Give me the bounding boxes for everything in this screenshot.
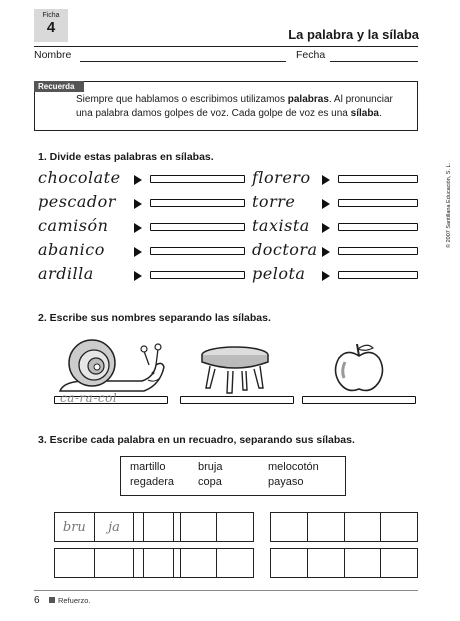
word-bank-item: bruja	[198, 461, 223, 473]
syllable-answer-box[interactable]	[150, 175, 245, 183]
fecha-field[interactable]	[330, 61, 418, 62]
answer-box-apple[interactable]	[302, 396, 416, 404]
arrow-right-icon	[322, 247, 330, 257]
recuerda-tab: Recuerda	[34, 81, 84, 92]
stool-image	[198, 344, 272, 396]
arrow-right-icon	[134, 199, 142, 209]
cursive-word-left: pescador	[38, 192, 116, 211]
cursive-word-left: abanico	[38, 240, 105, 259]
ficha-label: Ficha	[42, 12, 60, 19]
cursive-word-right: torre	[252, 192, 296, 211]
syllable-answer-box[interactable]	[338, 271, 418, 279]
syllable-grid[interactable]	[143, 512, 254, 542]
arrow-right-icon	[134, 175, 142, 185]
copyright-text: © 2007 Santillana Educación, S. L.	[446, 162, 452, 248]
syllable-answer-box[interactable]	[150, 271, 245, 279]
syllable-grid[interactable]	[270, 512, 418, 542]
nombre-label: Nombre	[34, 49, 72, 61]
arrow-right-icon	[322, 199, 330, 209]
syllable-answer-box[interactable]	[338, 199, 418, 207]
footer-rule	[34, 590, 418, 591]
arrow-right-icon	[322, 271, 330, 281]
arrow-right-icon	[322, 223, 330, 233]
recuerda-text: Siempre que hablamos o escribimos utilizamos palabras. Al pronunciar una palabra damos golpes de voz. Cada golpe de voz es una sílaba.	[76, 94, 393, 119]
exercise1-title: 1. Divide estas palabras en sílabas.	[38, 151, 214, 163]
arrow-right-icon	[134, 247, 142, 257]
exercise2-title: 2. Escribe sus nombres separando las sílabas.	[38, 312, 271, 324]
syllable-answer-box[interactable]	[338, 247, 418, 255]
cursive-word-right: doctora	[252, 240, 318, 259]
word-bank-item: martillo	[130, 461, 166, 473]
arrow-right-icon	[322, 175, 330, 185]
fecha-label: Fecha	[296, 49, 326, 61]
cursive-word-right: taxista	[252, 216, 310, 235]
syllable-grid[interactable]	[270, 548, 418, 578]
word-bank-item: regadera	[130, 476, 175, 488]
syllable-answer-box[interactable]	[338, 175, 418, 183]
syllable-answer-box[interactable]	[150, 223, 245, 231]
page-title: La palabra y la sílaba	[288, 27, 419, 42]
syllable-answer-box[interactable]	[338, 223, 418, 231]
header-rule	[34, 46, 418, 47]
word-bank-item: payaso	[268, 476, 304, 488]
cursive-word-left: ardilla	[38, 264, 94, 283]
example-answer: ca-ra-col	[60, 391, 118, 405]
syllable-cell: bru	[55, 513, 95, 541]
syllable-answer-box[interactable]	[150, 247, 245, 255]
word-bank-item: copa	[198, 476, 222, 488]
footer-square-icon	[49, 597, 55, 603]
answer-box-stool[interactable]	[180, 396, 294, 404]
cursive-word-left: camisón	[38, 216, 109, 235]
cursive-word-right: pelota	[252, 264, 306, 283]
word-bank-item: melocotón	[268, 461, 319, 473]
syllable-grid[interactable]	[143, 548, 254, 578]
syllable-answer-box[interactable]	[150, 199, 245, 207]
ficha-number: 4	[46, 19, 56, 36]
snail-image	[56, 335, 168, 397]
exercise3-title: 3. Escribe cada palabra en un recuadro, separando sus sílabas.	[38, 434, 355, 446]
arrow-right-icon	[134, 271, 142, 281]
apple-image	[331, 340, 387, 396]
nombre-field[interactable]	[80, 61, 286, 62]
footer-label: Refuerzo.	[58, 596, 91, 605]
syllable-cell: ja	[95, 513, 135, 541]
cursive-word-right: florero	[252, 168, 311, 187]
page-number: 6	[34, 595, 40, 606]
arrow-right-icon	[134, 223, 142, 233]
cursive-word-left: chocolate	[38, 168, 121, 187]
